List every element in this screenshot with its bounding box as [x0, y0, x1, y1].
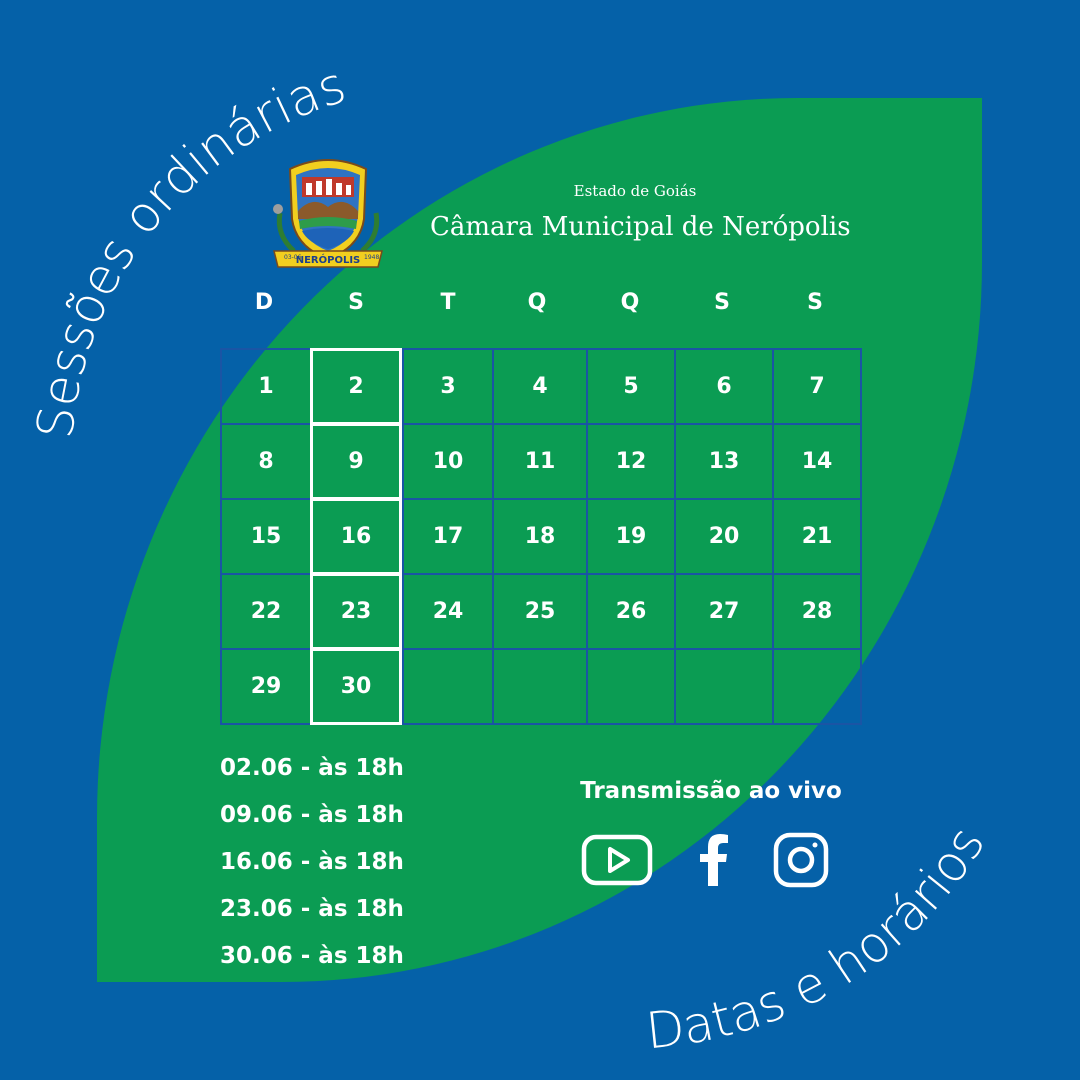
municipal-crest-logo	[268, 155, 388, 275]
session-time-item: 30.06 - às 18h	[220, 943, 404, 969]
institution-title: Câmara Municipal de Nerópolis	[430, 212, 851, 242]
calendar-day-cell: 12	[586, 423, 676, 500]
calendar-day-cell: 21	[772, 498, 862, 575]
calendar-day-cell: 2	[310, 348, 402, 425]
calendar-day-cell: 6	[674, 348, 774, 425]
calendar-day-cell	[586, 648, 676, 725]
weekday-label: Q	[620, 290, 640, 315]
calendar-day-cell: 22	[220, 573, 312, 650]
calendar-day-cell: 9	[310, 423, 402, 500]
calendar-day-cell: 7	[772, 348, 862, 425]
calendar-day-cell: 30	[310, 648, 402, 725]
calendar-day-cell: 16	[310, 498, 402, 575]
calendar-day-cell: 15	[220, 498, 312, 575]
calendar-day-cell: 14	[772, 423, 862, 500]
title-curved-text: Sessões ordinárias	[25, 55, 353, 442]
instagram-icon[interactable]	[773, 832, 829, 888]
state-label: Estado de Goiás	[573, 182, 697, 200]
weekday-label: T	[440, 290, 456, 315]
weekday-label: D	[254, 290, 274, 315]
calendar-day-cell: 19	[586, 498, 676, 575]
crest-right-year: 1948	[364, 254, 380, 261]
session-time-item: 09.06 - às 18h	[220, 802, 404, 828]
session-time-item: 02.06 - às 18h	[220, 755, 404, 781]
session-schedule-list	[220, 748, 404, 983]
calendar-day-cell: 3	[402, 348, 494, 425]
calendar-day-cell	[772, 648, 862, 725]
weekday-label: S	[807, 290, 823, 315]
calendar-day-cell: 8	[220, 423, 312, 500]
calendar-day-cell: 17	[402, 498, 494, 575]
calendar-day-cell: 11	[492, 423, 588, 500]
session-time-item: 23.06 - às 18h	[220, 896, 404, 922]
calendar-day-cell: 24	[402, 573, 494, 650]
calendar-day-cell	[402, 648, 494, 725]
calendar-day-cell: 18	[492, 498, 588, 575]
calendar-day-cell: 25	[492, 573, 588, 650]
calendar-day-cell: 4	[492, 348, 588, 425]
crest-left-date: 03-06	[284, 254, 302, 261]
facebook-icon[interactable]	[686, 832, 742, 888]
calendar-day-cell: 13	[674, 423, 774, 500]
subtitle-curved-text: Datas e horários	[643, 816, 997, 1061]
calendar-day-cell: 29	[220, 648, 312, 725]
crest-banner-text: NERÓPOLIS	[295, 255, 361, 266]
live-stream-label: Transmissão ao vivo	[580, 778, 842, 804]
calendar-day-cell: 10	[402, 423, 494, 500]
calendar-day-cell: 5	[586, 348, 676, 425]
session-time-item: 16.06 - às 18h	[220, 849, 404, 875]
weekday-label: S	[714, 290, 730, 315]
calendar-day-cell	[674, 648, 774, 725]
calendar-day-cell: 20	[674, 498, 774, 575]
calendar-day-cell: 27	[674, 573, 774, 650]
weekday-label: S	[348, 290, 364, 315]
weekday-header-row	[220, 290, 860, 324]
calendar-day-cell: 26	[586, 573, 676, 650]
calendar-day-cell	[492, 648, 588, 725]
youtube-icon[interactable]	[581, 832, 653, 888]
calendar-day-cell: 28	[772, 573, 862, 650]
calendar-day-cell: 1	[220, 348, 312, 425]
weekday-label: Q	[527, 290, 547, 315]
calendar-day-cell: 23	[310, 573, 402, 650]
